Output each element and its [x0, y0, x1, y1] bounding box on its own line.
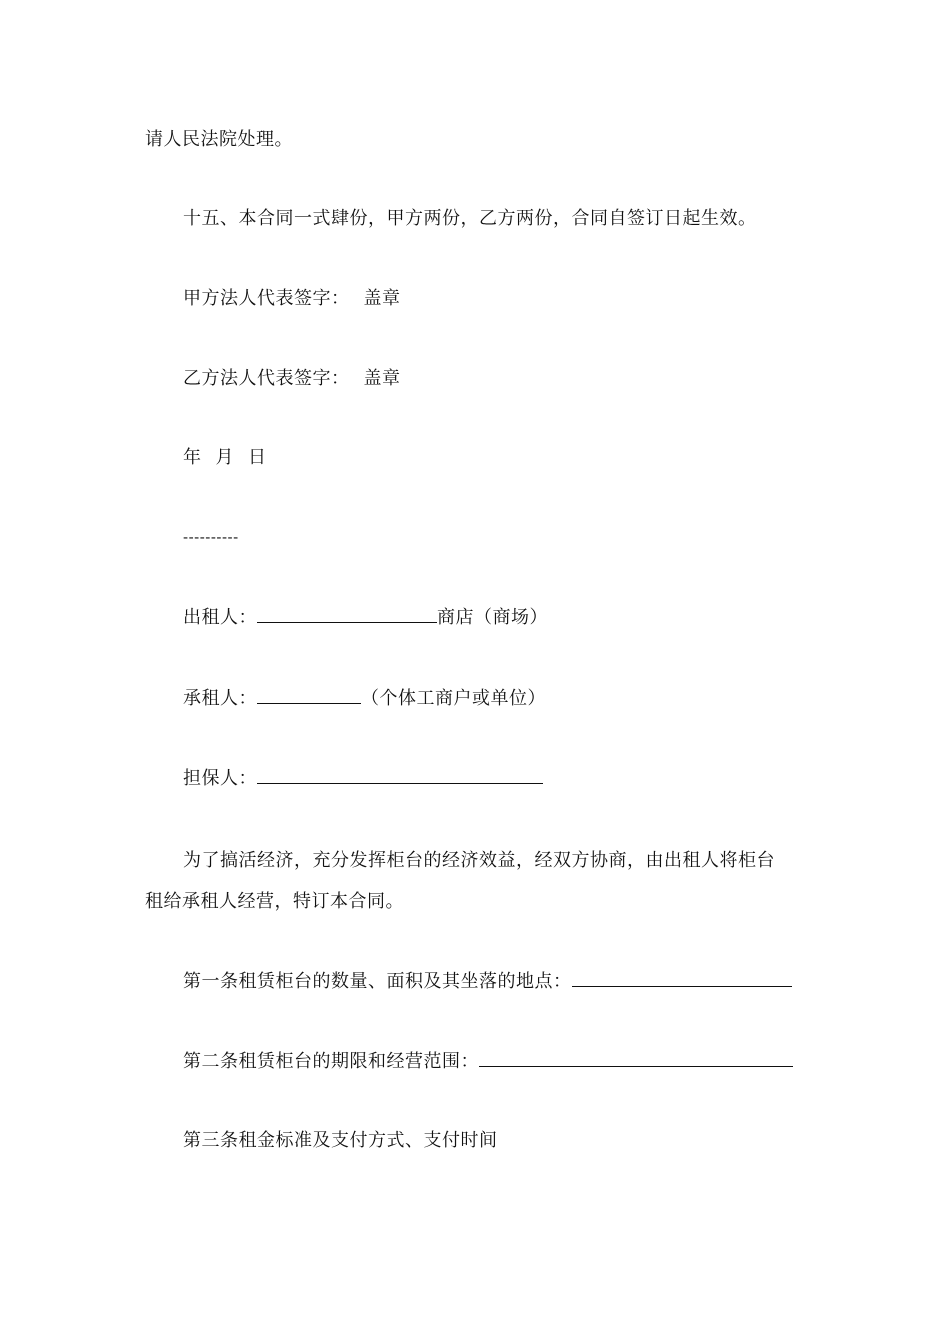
article-two-line — [183, 1049, 793, 1074]
intro-text-1: 为了搞活经济，充分发挥柜台的经济效益，经双方协商，由出租人将柜台 — [183, 850, 775, 871]
text-line-court — [145, 128, 293, 152]
date-line — [183, 446, 267, 470]
guarantor-line — [183, 766, 543, 791]
party-b-seal-label: 盖章 — [363, 368, 401, 389]
article-two-text: 第二条租赁柜台的期限和经营范围： — [183, 1051, 479, 1072]
lessor-label: 出租人： — [183, 607, 257, 628]
court-text: 请人民法院处理。 — [145, 129, 293, 150]
intro-paragraph-line-2 — [145, 890, 404, 914]
article-one-line — [183, 969, 792, 994]
article-three-line — [183, 1129, 498, 1153]
clause-fifteen-text: 十五、本合同一式肆份，甲方两份，乙方两份，合同自签订日起生效。 — [183, 208, 757, 229]
article-two-blank — [479, 1049, 793, 1067]
date-month: 月 — [215, 447, 234, 468]
lessee-blank — [257, 686, 361, 704]
separator-line — [183, 525, 239, 549]
party-a-seal-label: 盖章 — [363, 288, 401, 309]
article-one-blank — [572, 969, 792, 987]
article-three-text: 第三条租金标准及支付方式、支付时间 — [183, 1130, 498, 1151]
article-one-text: 第一条租赁柜台的数量、面积及其坐落的地点： — [183, 971, 572, 992]
lessor-blank — [257, 605, 437, 623]
party-a-signature-label: 甲方法人代表签字： — [183, 288, 350, 309]
lessor-suffix: 商店（商场） — [437, 607, 548, 628]
clause-fifteen — [183, 207, 757, 231]
date-year: 年 — [183, 447, 202, 468]
lessor-line — [183, 605, 548, 630]
party-a-signature-line — [183, 287, 401, 311]
intro-paragraph-line-1 — [183, 849, 775, 873]
party-b-signature-label: 乙方法人代表签字： — [183, 368, 350, 389]
date-day: 日 — [248, 447, 267, 468]
lessee-suffix: （个体工商户或单位） — [361, 688, 546, 709]
separator-text: ---------- — [183, 528, 239, 546]
intro-text-2: 租给承租人经营，特订本合同。 — [145, 891, 404, 912]
lessee-label: 承租人： — [183, 688, 257, 709]
lessee-line — [183, 686, 546, 711]
guarantor-blank — [257, 766, 543, 784]
party-b-signature-line — [183, 367, 401, 391]
guarantor-label: 担保人： — [183, 768, 257, 789]
